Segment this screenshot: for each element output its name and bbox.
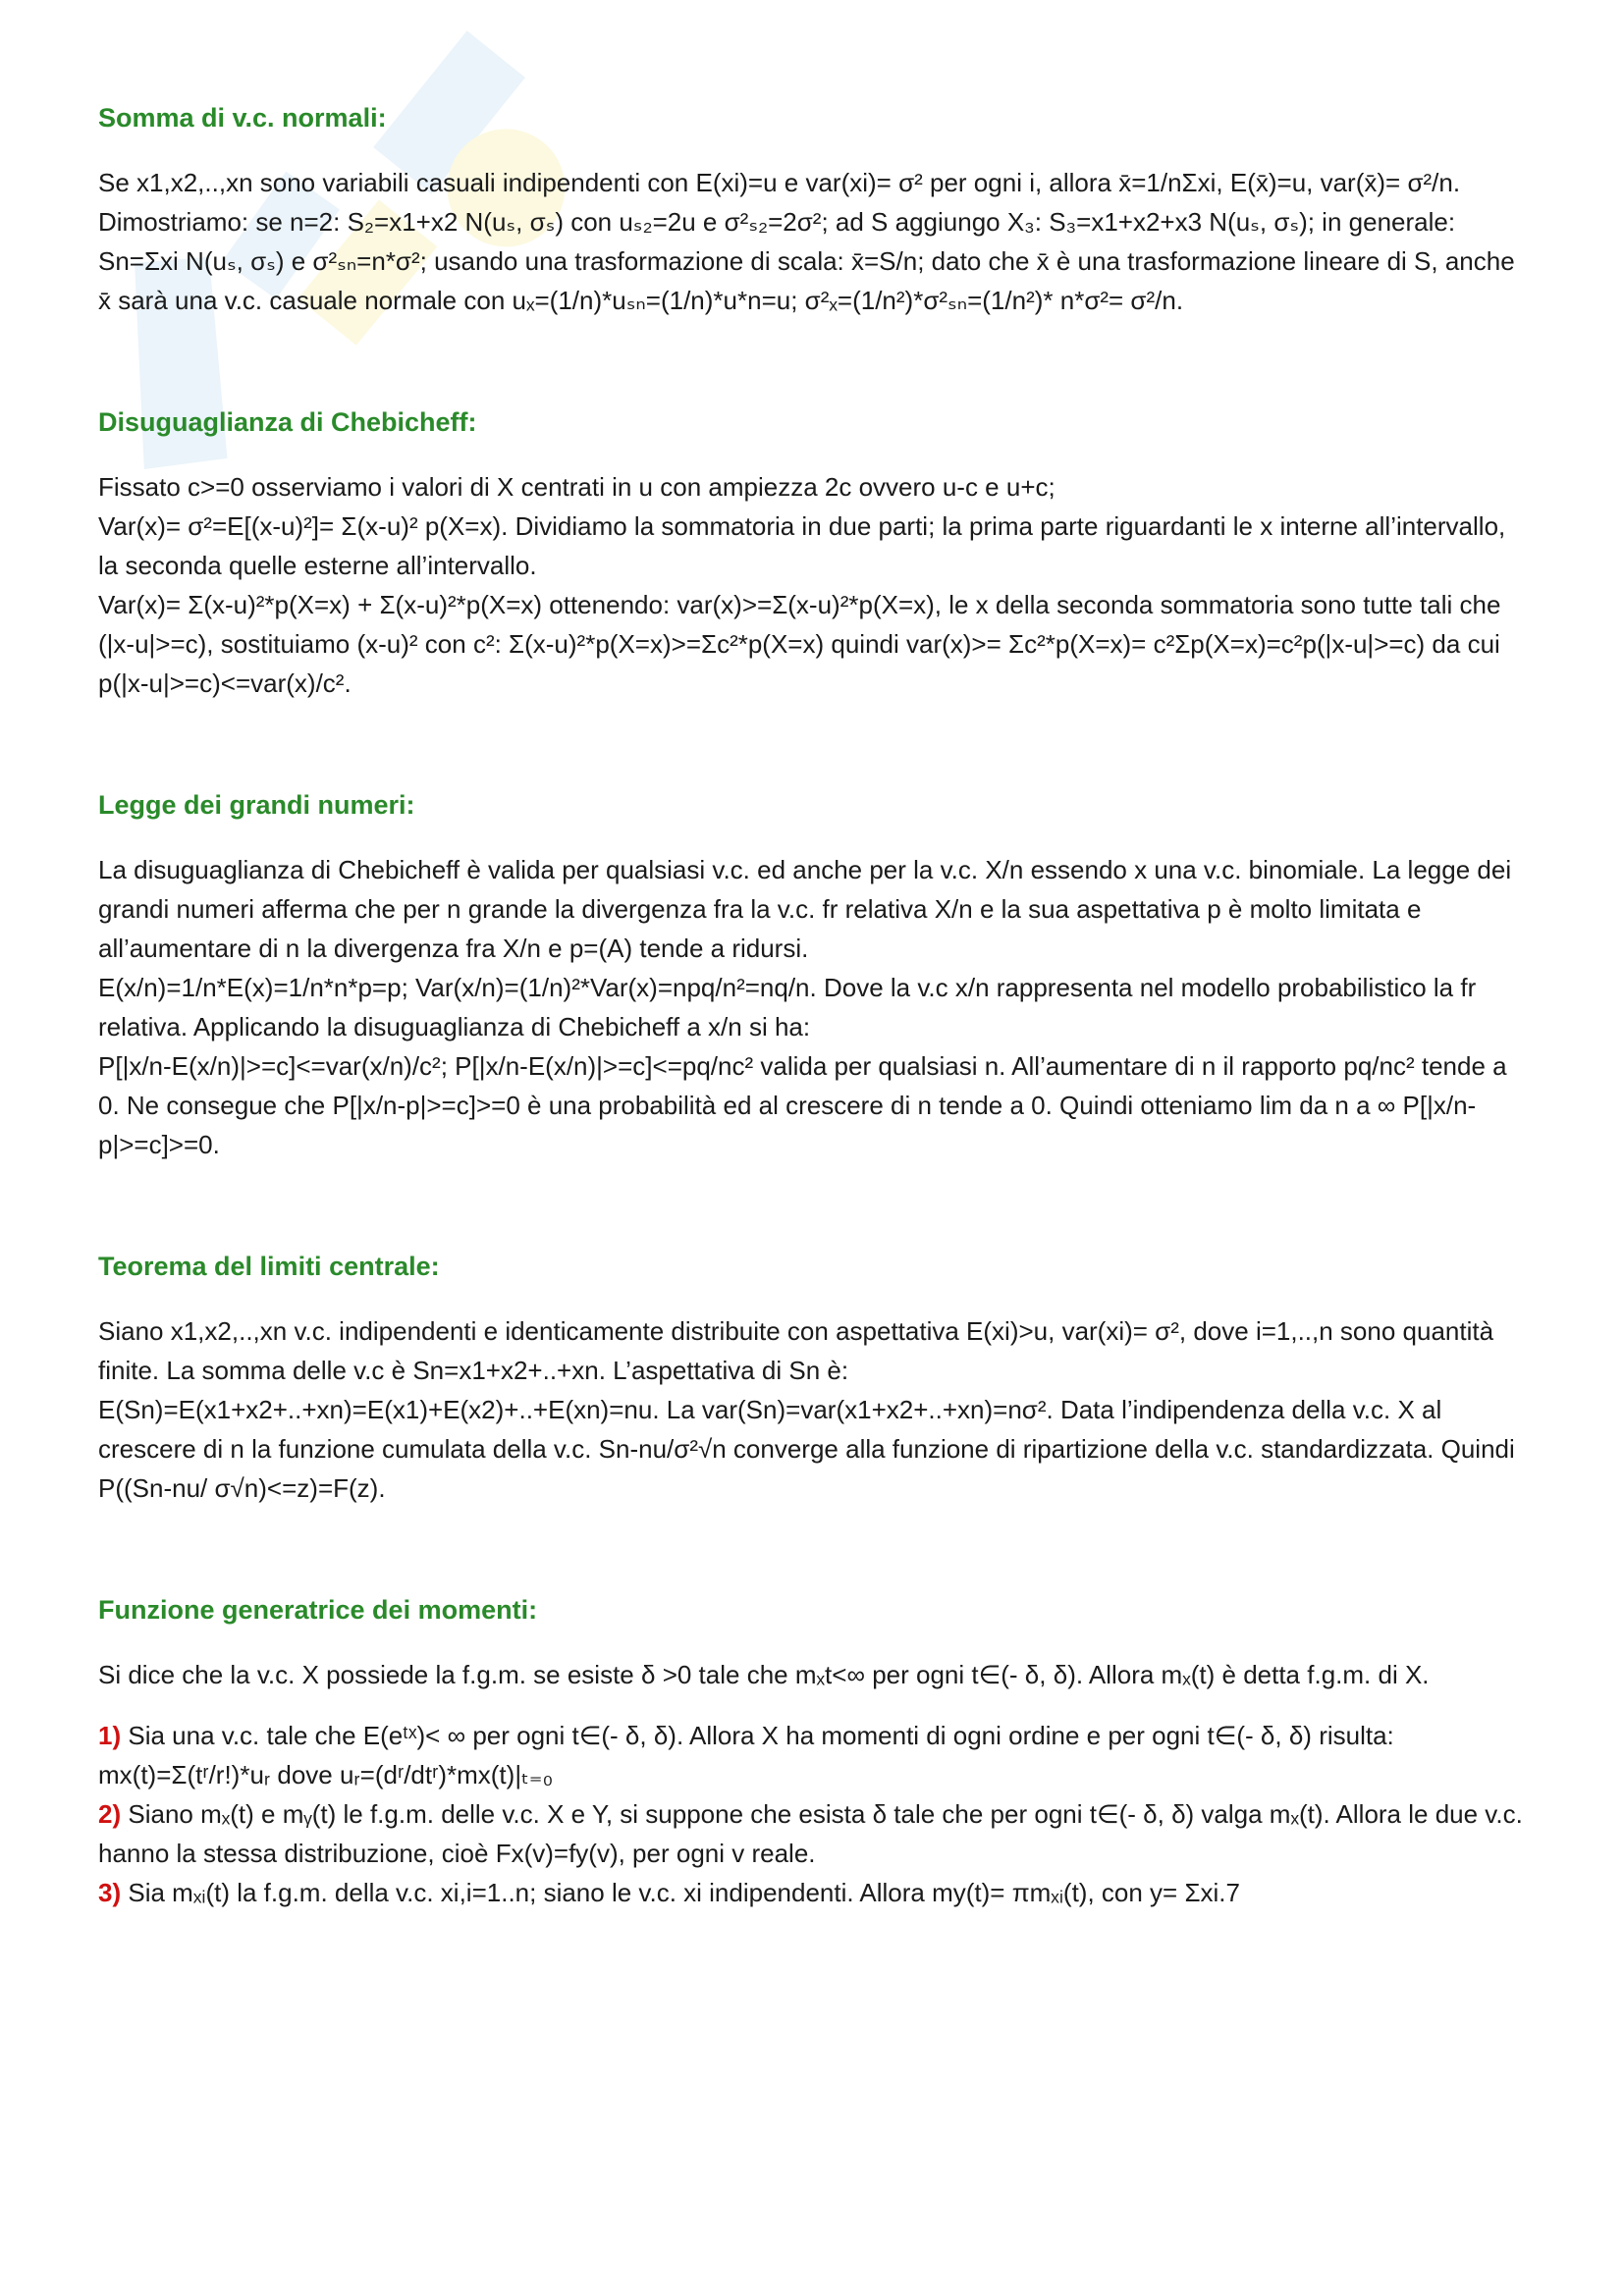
list-item — [98, 1716, 1532, 1794]
list-item — [98, 1873, 1532, 1912]
paragraph: E(Sn)=E(x1+x2+..+xn)=E(x1)+E(x2)+..+E(xn)=nu. La var(Sn)=var(x1+x2+..+xn)=nσ². Data l’indipendenza della v.c. X al crescere di n la funzione cumulata della v.c. Sn-nu/σ²√n converge alla funzione di ripartizione della v.c. standardizzata. Quindi P((Sn-nu/ σ√n)<=z)=F(z). — [98, 1395, 1515, 1503]
paragraph: Var(x)= Σ(x-u)²*p(X=x) + Σ(x-u)²*p(X=x) ottenendo: var(x)>=Σ(x-u)²*p(X=x), le x della seconda sommatoria sono tutte tali che (|x-u|>=c), sostituiamo (x-u)² con c²: Σ(x-u)²*p(X=x)>=Σc²*p(X=x) quindi var(x)>= Σc²*p(X=x)= c²Σp(X=x)=c²p(|x-u|>=c) da cui p(|x-u|>=c)<=var(x)/c². — [98, 590, 1501, 698]
item-number: 1) — [98, 1721, 122, 1750]
document-body — [98, 94, 1532, 1912]
list-item — [98, 1794, 1532, 1873]
item-text: Siano mₓ(t) e mᵧ(t) le f.g.m. delle v.c. X e Y, si suppone che esista δ tale che per ogni t∈(- δ, δ) valga mₓ(t). Allora le due v.c. hanno la stessa distribuzione, cioè Fx(v)=fy(v), per ogni v reale. — [98, 1799, 1523, 1868]
section-title-generatrice: Funzione generatrice dei momenti: — [98, 1595, 538, 1625]
paragraph: Siano x1,x2,..,xn v.c. indipendenti e identicamente distribuite con aspettativa E(xi)>u, var(xi)= σ², dove i=1,..,n sono quantità finite. La somma delle v.c è Sn=x1+x2+..+xn. L’aspettativa di Sn è: — [98, 1316, 1494, 1385]
section-title-chebicheff: Disuguaglianza di Chebicheff: — [98, 407, 477, 437]
item-number: 2) — [98, 1799, 122, 1829]
item-text: Sia mₓᵢ(t) la f.g.m. della v.c. xi,i=1..n; siano le v.c. xi indipendenti. Allora my(t)= πmₓᵢ(t), con y= Σxi.7 — [128, 1878, 1240, 1907]
paragraph: Se x1,x2,..,xn sono variabili casuali indipendenti con E(xi)=u e var(xi)= σ² per ogni i, allora x̄=1/nΣxi, E(x̄)=u, var(x̄)= σ²/n. — [98, 168, 1461, 197]
section-title-somma-normali: Somma di v.c. normali: — [98, 103, 387, 133]
section-title-grandi-numeri: Legge dei grandi numeri: — [98, 790, 415, 820]
paragraph: La disuguaglianza di Chebicheff è valida per qualsiasi v.c. ed anche per la v.c. X/n essendo x una v.c. binomiale. La legge dei grandi numeri afferma che per n grande la divergenza fra la v.c. fr relativa X/n e la sua aspettativa p è molto limitata e all’aumentare di n la divergenza fra X/n e p=(A) tende a ridursi. — [98, 855, 1512, 963]
item-number: 3) — [98, 1878, 122, 1907]
paragraph: Fissato c>=0 osserviamo i valori di X centrati in u con ampiezza 2c ovvero u-c e u+c; — [98, 472, 1056, 502]
section-title-limiti-centrale: Teorema del limiti centrale: — [98, 1252, 440, 1281]
paragraph: Si dice che la v.c. X possiede la f.g.m. se esiste δ >0 tale che mₓt<∞ per ogni t∈(- δ, δ). Allora mₓ(t) è detta f.g.m. di X. — [98, 1660, 1430, 1689]
item-text: Sia una v.c. tale che E(eᵗˣ)< ∞ per ogni t∈(- δ, δ). Allora X ha momenti di ogni ordine e per ogni t∈(- δ, δ) risulta: mx(t)=Σ(tʳ/r!)*uᵣ dove uᵣ=(dʳ/dtʳ)*mx(t)|ₜ₌₀ — [98, 1721, 1394, 1789]
paragraph: Dimostriamo: se n=2: S₂=x1+x2 N(uₛ, σₛ) con uₛ₂=2u e σ²ₛ₂=2σ²; ad S aggiungo X₃: S₃=x1+x2+x3 N(uₛ, σₛ); in generale: Sn=Σxi N(uₛ, σₛ) e σ²ₛₙ=n*σ²; usando una trasformazione di scala: x̄=S/n; dato che x̄ è una trasformazione lineare di S, anche x̄ sarà una v.c. casuale normale con uₓ=(1/n)*uₛₙ=(1/n)*u*n=u; σ²ₓ=(1/n²)*σ²ₛₙ=(1/n²)* n*σ²= σ²/n. — [98, 207, 1515, 315]
paragraph: Var(x)= σ²=E[(x-u)²]= Σ(x-u)² p(X=x). Dividiamo la sommatoria in due parti; la prima parte riguardanti le x interne all’intervallo, la seconda quelle esterne all’intervallo. — [98, 511, 1506, 580]
paragraph: E(x/n)=1/n*E(x)=1/n*n*p=p; Var(x/n)=(1/n)²*Var(x)=npq/n²=nq/n. Dove la v.c x/n rappresenta nel modello probabilistico la fr relativa. Applicando la disuguaglianza di Chebicheff a x/n si ha: — [98, 973, 1477, 1041]
paragraph: P[|x/n-E(x/n)|>=c]<=var(x/n)/c²; P[|x/n-E(x/n)|>=c]<=pq/nc² valida per qualsiasi n. All’aumentare di n il rapporto pq/nc² tende a 0. Ne consegue che P[|x/n-p|>=c]>=0 è una probabilità ed al crescere di n tende a 0. Quindi otteniamo lim da n a ∞ P[|x/n-p|>=c]>=0. — [98, 1051, 1507, 1159]
